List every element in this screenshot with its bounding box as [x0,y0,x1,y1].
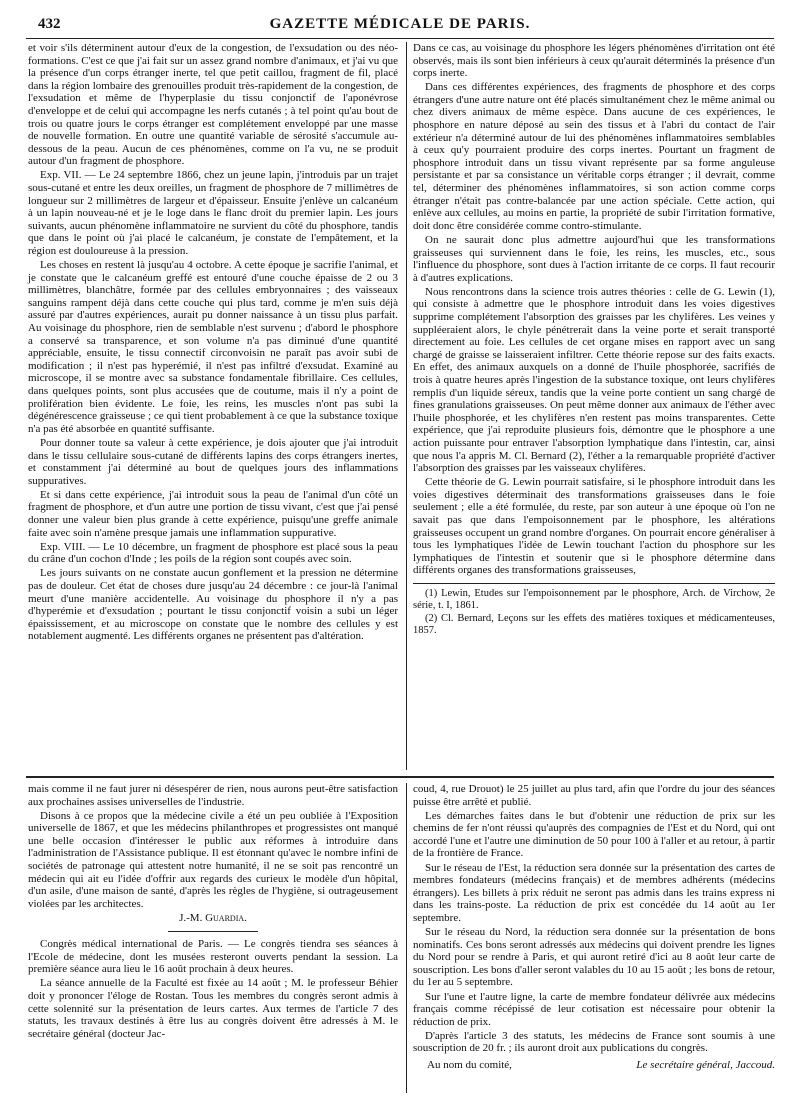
experiment-vii: Exp. VII. — Le 24 septembre 1866, chez un jeune lapin, j'introduis par un trajet sous-cutané et entre les deux oreilles, un fragment de phosphore de 7 millimètres de longueur sur 2 millimètres de largeur et d'épaisseur. Ensuite j'enlève un calcanéum à un lapin nouveau-né et je le loge dans le flanc droit du premier lapin. Les jours suivants, aucun phénomène inflammatoire ne survient du côté du phosphore, tandis que dans le point où j'ai placé le calcanéum, je constate de l'empâtement, et la région est douloureuse à la pression. [28,169,398,257]
paragraph: Cette théorie de G. Lewin pourrait satisfaire, si le phosphore introduit dans les voies digestives déterminait des transformations graisseuses dans le foie seulement ; elle a été formulée, du reste, par son auteur à une époque où l'on ne savait pas que dans l'empoisonnement par le phosphore, les altérations graisseuses occupent un grand nombre d'organes. On pourrait encore généraliser à tous les lymphatiques l'idée de Lewin touchant l'action du phosphore sur les lymphatiques de l'intestin et soutenir que si le phosphore détermine dans différents organes des transformations graisseuses, [413,476,775,577]
page-number: 432 [38,16,61,32]
paragraph: On ne saurait donc plus admettre aujourd'hui que les transformations graisseuses qui surviennent dans le foie, les reins, les muscles, etc., sous l'influence du phosphore, sont dues à l'action irritante de ce corps. Il faut recourir à d'autres explications. [413,233,775,284]
paragraph: Dans ces différentes expériences, des fragments de phosphore et des corps étrangers d'une autre nature ont été placés simultanément chez le même animal ou chez divers animaux de même espèce. Dans aucune de ces expériences, le phosphore en nature déposé au sein des tissus et à l'abri du contact de l'air extérieur n'a déterminé autour de lui des phénomènes inflammatoires semblables à ceux qu'y pourraient produire des corps inertes. Pourtant un fragment de phosphore introduit dans un tissu vivant représente par sa forme anguleuse persistante et par sa consistance un véritable corps étranger ; il devrait, comme tel, déterminer des phénomènes inflammatoires, si son action comme corps étranger n'était pas contre-balancée par une action spéciale. Cette action, qui enlève aux cellules, au moins en partie, la propriété de subir l'irritation formative, doit donc être considérée comme contro-stimulante. [413,81,775,232]
bottom-right-column [413,783,775,1072]
paragraph: Sur le réseau du Nord, la réduction sera donnée sur la présentation de bons nominatifs. Ces bons seront adressés aux médecins qui doivent prendre les lignes du Nord pour se rendre à Paris, et qui auront retiré d'ici au 8 août leur carte de souscription. Les bons d'aller seront valables du 10 au 15 août ; les bons de retour, du 1er au 5 septembre. [413,926,775,989]
top-right-column [413,42,775,639]
paragraph: Sur le réseau de l'Est, la réduction sera donnée sur la présentation des cartes de membres fondateurs (médecins français) et de membres adhérents (médecins étrangers). Les billets à prix réduit ne seront pas admis dans les trains express ni dans les trains-poste. La réduction de prix est concédée du 14 août au 1er septembre. [413,861,775,924]
paragraph: Pour donner toute sa valeur à cette expérience, je dois ajouter que j'ai introduit dans le tissu cellulaire sous-cutané de différents lapins des corps étrangers inertes, et constamment j'ai déterminé au bout de quelques jours des inflammations suppuratives. [28,436,398,487]
author-signature: J.-M. Guardia. [179,912,247,925]
paragraph: Les jours suivants on ne constate aucun gonflement et la pression ne détermine pas de douleur. Cet état de choses dure jusqu'au 24 décembre : ce jour-là l'animal meurt d'une manière accidentelle. Au voisinage du phosphore il n'y a pas d'hyperémie et d'exsudation ; pourtant le tissu conjonctif voisin a subi un léger épaississement, et au microscope on constate que le nombre des cellules y est notablement augmenté. Les différents organes ne présentent pas d'altération. [28,567,398,643]
paragraph: Sur l'une et l'autre ligne, la carte de membre fondateur délivrée aux médecins français comme récépissé de leur cotisation est nécessaire pour obtenir la réduction de prix. [413,990,775,1028]
paragraph: Les démarches faites dans le but d'obtenir une réduction de prix sur les chemins de fer n'ont réussi qu'auprès des compagnies de l'Est et du Nord, qui ont accordé l'une et l'autre une diminution de 50 pour 100 à l'aller et au retour, à partir de la frontière de France. [413,809,775,860]
closing-line [413,1059,775,1072]
paragraph: mais comme il ne faut jurer ni désespérer de rien, nous aurons peut-être satisfaction aux prochaines assises universelles de l'industrie. [28,783,398,808]
top-left-column [28,42,398,644]
footnotes [413,588,775,638]
closing-left: Au nom du comité, [427,1058,512,1071]
column-divider [406,42,407,770]
experiment-viii: Exp. VIII. — Le 10 décembre, un fragment de phosphore est placé sous la peau du crâne d'un cochon d'Inde ; les poils de la région sont coupés avec soin. [28,540,398,566]
paragraph: Les choses en restent là jusqu'au 4 octobre. A cette époque je sacrifie l'animal, et je constate que le calcanéum greffé est entouré d'une couche épaisse de 2 ou 3 millimètres, blanchâtre, formée par des cellules embryonnaires ; des vaisseaux sanguins rampent déjà dans cette couche qui plus tard, comme je m'en suis déjà assuré par d'autres expériences, aurait pu donner naissance à un tissu plus parfait. Au voisinage du phosphore, rien de semblable n'est survenu ; d'abord le phosphore a conservé sa transparence, et son volume n'a pas diminué d'une quantité appréciable, ensuite, le tissu connectif circonvoisin ne paraît pas avoir subi de modification ; il n'est pas hyperémié, il n'est pas infiltré d'exsudat. Examiné au microscope, il se montre avec sa substance fondamentale fibrillaire. Ces cellules, dans quelques points, sont plus accusées que de coutume, mais il n'y a point de prolifération bien évidente. Le foie, les reins, les muscles n'ont pas subi la dégénérescence graisseuse ; ce qui tient probablement à ce que la substance toxique n'a pas été absorbée en quantité suffisante. [28,259,398,435]
footnote: (2) Cl. Bernard, Leçons sur les effets des matières toxiques et médicamenteuses, 1857. [413,613,775,637]
column-divider [406,783,407,1093]
paragraph: Dans ce cas, au voisinage du phosphore les légers phénomènes d'irritation ont été observés, mais ils sont bien inférieurs à ceux qu'aurait déterminés la présence d'un corps inerte. [413,42,775,80]
paragraph: D'après l'article 3 des statuts, les médecins de France sont soumis à une souscription de 20 fr. ; ils auront droit aux publications du congrès. [413,1029,775,1055]
paragraph: coud, 4, rue Drouot) le 25 juillet au plus tard, afin que l'ordre du jour des séances puisse être arrêté et publié. [413,783,775,808]
congress-notice: Congrès médical international de Paris. — Le congrès tiendra ses séances à l'Ecole de médecine, dont les musées resteront ouverts pendant la session. La première séance aura lieu le 16 août prochain à deux heures. [28,938,398,976]
journal-title: GAZETTE MÉDICALE DE PARIS. [269,16,531,32]
paragraph: Disons à ce propos que la médecine civile a été un peu oubliée à l'Exposition universelle de 1867, et que les médecins philanthropes et progressistes ont manqué une belle occasion d'intéresser le public aux réformes à introduire dans l'administration de l'Assistance publique. Il est étonnant qu'avec le nombre infini de sociétés de patronage qui attestent notre humanité, il ne se soit pas rencontré un médecin qui ait eu l'idée d'offrir aux regards des curieux le modèle d'un hôpital, d'un asile, d'une maison de santé, d'après les règles de l'hygiène, si outrageusement violées par les architectes. [28,809,398,910]
divider-rule [168,931,258,932]
closing-right: Le secrétaire général, Jaccoud. [636,1058,775,1071]
paragraph: et voir s'ils déterminent autour d'eux de la congestion, de l'exsudation ou des néo-formations. C'est ce que j'ai fait sur un assez grand nombre d'animaux, et j'ai vu que la présence d'un corps étranger inerte, tel que petit caillou, fragment de fil, placé dans la région lombaire des grenouilles produit très-rapidement de la congestion, de l'exsudation et même de l'hyperplasie du tissu conjonctif de l'aponévrose d'enveloppe et de celui qui accompagne les nerfs cutanés ; à tel point qu'au bout de trois ou quatre jours le corps étranger est complétement enveloppé par une masse de nouvelle formation. En outre une quantité variable de sérosité s'accumule au-dessous de la peau. Aucun de ces phénomènes, comme on l'a vu, ne se produit autour d'un fragment de phosphore. [28,42,398,168]
bottom-left-column [28,783,398,1042]
paragraph: Et si dans cette expérience, j'ai introduit sous la peau de l'animal d'un côté un fragment de phosphore, et d'un autre une portion de tissu vivant, c'est que j'ai pensé donner une valeur bien plus grande à cette expérience, puisqu'une greffe animale faite avec soin n'amène presque jamais une inflammation suppurative. [28,488,398,539]
header-rule [26,38,774,39]
paragraph: La séance annuelle de la Faculté est fixée au 14 août ; M. le professeur Béhier doit y prononcer l'éloge de Rostan. Tous les membres du congrès seront admis à cette solennité sur la présentation de leurs cartes. Aux termes de l'article 7 des statuts, les travaux destinés à être lus au congrès doivent être adressés à M. le secrétaire général (docteur Jac- [28,977,398,1040]
paragraph: Nous rencontrons dans la science trois autres théories : celle de G. Lewin (1), qui consiste à admettre que le phosphore introduit dans les voies digestives supprime complétement l'absorption des graisses par les chylifères. Les veines y suppléeraient alors, le chyle pénétrerait dans la veine porte et serait transporté directement au foie. Les cellules de cet organe mises en rapport avec un sang chargé de graisse se laisseraient infiltrer. Cette théorie repose sur des faits exacts. En effet, des animaux auxquels on a donné de l'huile phosphorée, sacrifiés de trois à quatre heures après l'ingestion de la substance toxique, ont leurs chylifères remplis d'un liquide séreux, tandis que la veine porte contient un sang chargé de fines granulations graisseuses. On peut même donner aux animaux de l'éther avec l'huile phosphorée, et les chylifères n'en restent pas moins transparentes. Cette expérience, que j'ai reproduite plusieurs fois, démontre que le phosphore a une action puissante pour entraver l'absorption lymphatique dans l'intestin, car, ainsi que nous l'a appris M. Cl. Bernard (2), l'éther a la remarquable propriété d'activer l'absorption des graisses par les vaisseaux chylifères. [413,285,775,475]
page-header [24,14,776,36]
section-rule [26,776,774,778]
footnote-rule [413,583,775,584]
footnote: (1) Lewin, Etudes sur l'empoisonnement par le phosphore, Arch. de Virchow, 2e série, t. I, 1861. [413,587,775,611]
